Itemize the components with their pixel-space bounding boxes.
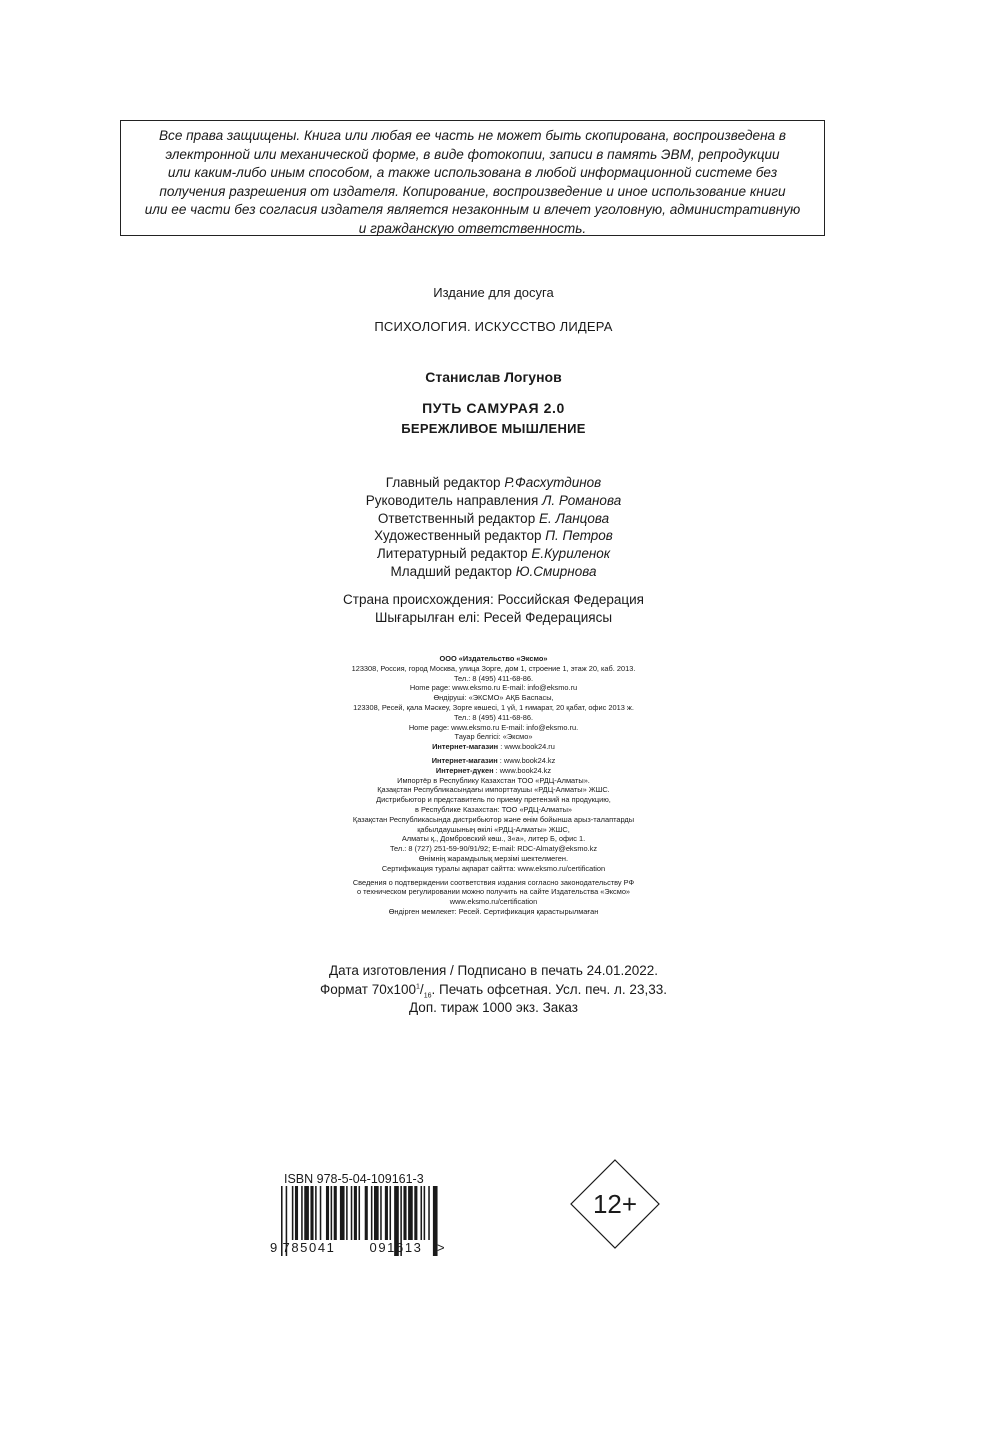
barcode-bar: [380, 1186, 382, 1240]
distributor-ru: Дистрибьютор и представитель по приему претензий на продукцию,: [376, 795, 611, 805]
online-shop-kz: [0, 756, 987, 766]
credit-role: Руководитель направления: [365, 492, 539, 508]
barcode-bar: [331, 1186, 333, 1240]
publisher-web-kz: Home page: www.eksmo.ru E-mail: info@eksmo.ru.: [408, 722, 579, 732]
barcode-marker: >: [437, 1240, 445, 1255]
credit-role: Младший редактор: [390, 563, 512, 579]
print-date: Дата изготовления / Подписано в печать 24.01.2022.: [329, 963, 658, 978]
barcode-bar: [385, 1186, 388, 1240]
origin-ru: Страна происхождения: Российская Федерация: [343, 592, 644, 607]
publisher-web-ru: Home page: www.eksmo.ru E-mail: info@eksmo.ru: [409, 683, 578, 693]
book-subtitle: БЕРЕЖЛИВОЕ МЫШЛЕНИЕ: [401, 421, 586, 436]
series-name: ПСИХОЛОГИЯ. ИСКУССТВО ЛИДЕРА: [374, 319, 613, 334]
credit-role: Художественный редактор: [374, 528, 542, 544]
certification-kz: Сертификация туралы ақпарат сайтта: www.eksmo.ru/certification: [381, 863, 606, 873]
barcode-bar: [354, 1186, 357, 1240]
barcode: [269, 1186, 449, 1258]
credit-person: Е.Куриленок: [531, 546, 611, 562]
credit-line: [0, 545, 987, 563]
conformity-line: Сведения о подтверждении соответствия издания согласно законодательству РФ: [352, 877, 635, 887]
publisher-phone-ru: Тел.: 8 (495) 411-68-86.: [453, 673, 534, 683]
conformity-line: www.eksmo.ru/certification: [449, 897, 538, 907]
credit-person: Л. Романова: [542, 492, 622, 508]
format-slash: /: [419, 981, 424, 997]
copyright-line: Все права защищены. Книга или любая ее часть не может быть скопирована, воспроизведена в: [158, 128, 786, 143]
format-suffix: . Печать офсетная. Усл. печ. л. 23,33.: [431, 981, 667, 997]
copyright-line: и гражданскую ответственность.: [358, 220, 587, 236]
importer-kz: Қазақстан Республикасындағы импорттаушы «РДЦ-Алматы» ЖШС.: [377, 785, 610, 795]
credit-line: [0, 510, 987, 528]
publisher-name: [0, 654, 987, 664]
credit-line: [0, 474, 987, 492]
importer-ru: Импортёр в Республику Казахстан ТОО «РДЦ-Алматы».: [397, 775, 590, 785]
barcode-bar: [295, 1186, 298, 1240]
barcode-bar: [421, 1186, 423, 1240]
barcode-bar: [414, 1186, 417, 1240]
conformity-line: о техническом регулировании можно получить на сайте Издательства «Эксмо»: [356, 887, 631, 897]
shelf-life-kz: Өнімнің жарамдылық мерзімі шектелмеген.: [418, 853, 569, 863]
format-numerator: 1: [416, 983, 420, 990]
online-shop-kz-kaz: [0, 766, 987, 776]
online-shop-label: Интернет-магазин: [431, 755, 498, 765]
series-type: Издание для досуга: [433, 285, 554, 300]
credit-role: Литературный редактор: [376, 546, 528, 562]
barcode-bar: [292, 1186, 294, 1240]
distributor-ru: в Республике Казахстан: ТОО «РДЦ-Алматы»: [414, 804, 573, 814]
online-shop-url: : www.book24.ru: [498, 742, 555, 752]
distributor-kz: Қазақстан Республикасында дистрибьютор және өнім бойынша арыз-талаптарды: [352, 814, 635, 824]
barcode-bar: [320, 1186, 322, 1240]
barcode-bar: [371, 1186, 373, 1240]
barcode-digits-right: 091613: [369, 1240, 423, 1255]
online-shop-label: Интернет-дүкен: [435, 765, 494, 775]
publisher-address-ru: 123308, Россия, город Москва, улица Зорге, дом 1, строение 1, этаж 20, каб. 2013.: [351, 663, 636, 673]
copyright-line: получения разрешения от издателя. Копирование, воспроизведение и иное использование книги: [159, 183, 786, 199]
phone-almaty: Тел.: 8 (727) 251-59-90/91/92; E-mail: RDC-Almaty@eksmo.kz: [389, 844, 598, 854]
barcode-bar: [340, 1186, 345, 1240]
barcode-bar: [315, 1186, 317, 1240]
publisher-info: [0, 654, 987, 917]
online-shop-url: : www.book24.kz: [493, 765, 552, 775]
barcode-bar: [359, 1186, 361, 1240]
barcode-bar: [428, 1186, 430, 1240]
print-format: [0, 981, 987, 1000]
country-of-origin: [0, 591, 987, 627]
age-rating-label: 12+: [592, 1189, 638, 1219]
copyright-line: или ее части без согласия издателя является незаконным и влечет уголовную, административную: [144, 202, 801, 218]
barcode-bar: [346, 1186, 348, 1240]
barcode-bar: [424, 1186, 426, 1240]
barcode-bar: [334, 1186, 337, 1240]
online-shop-label: Интернет-магазин: [432, 742, 499, 752]
barcode-bar: [408, 1186, 413, 1240]
credit-person: Ю.Смирнова: [515, 563, 597, 579]
publisher-address-kz: 123308, Ресей, қала Мәскеу, Зорге көшесі, 1 үй, 1 ғимарат, 20 қабат, офис 2013 ж.: [353, 702, 634, 712]
barcode-bar: [403, 1186, 406, 1240]
barcode-bar: [390, 1186, 392, 1240]
barcode-bar: [365, 1186, 368, 1240]
format-denominator: 16: [423, 992, 432, 1000]
isbn-label: ISBN 978-5-04-109161-3: [284, 1172, 424, 1186]
copyright-notice: [120, 120, 825, 236]
copyright-line: или каким-либо иным способом, а также использована в любой информационной системе без: [167, 165, 778, 181]
barcode-bar: [310, 1186, 313, 1240]
credit-line: [0, 563, 987, 581]
copyright-line: электронной или механической форме, в виде фотокопии, записи в память ЭВМ, репродукции: [165, 146, 780, 162]
credit-role: Главный редактор: [385, 475, 501, 490]
origin-kz: Шығарылған елі: Ресей Федерациясы: [374, 609, 613, 625]
barcode-bar: [351, 1186, 353, 1240]
print-info: [0, 962, 987, 1018]
credit-role: Ответственный редактор: [377, 510, 536, 526]
online-shop-url: : www.book24.kz: [497, 755, 556, 765]
author-name: Станислав Логунов: [425, 369, 562, 385]
barcode-bar: [304, 1186, 309, 1240]
address-almaty: Алматы қ., Домбровский көш., 3«а», литер Б, офис 1.: [401, 834, 586, 844]
print-run: Доп. тираж 1000 экз. Заказ: [409, 1000, 578, 1015]
barcode-bar: [326, 1186, 329, 1240]
credit-person: П. Петров: [545, 528, 613, 544]
barcode-bar: [374, 1186, 379, 1240]
credit-person: Е. Ланцова: [538, 510, 610, 526]
age-rating-badge: [570, 1159, 660, 1249]
credit-person: Р.Фасхутдинов: [504, 475, 602, 490]
barcode-digits-left: 785041: [282, 1240, 336, 1255]
format-prefix: Формат 70x100: [320, 981, 417, 997]
online-shop-ru: [0, 742, 987, 752]
publisher-name-text: ООО «Издательство «Эксмо»: [439, 654, 548, 663]
publisher-maker-kz: Өндіруші: «ЭКСМО» АҚБ Баспасы,: [433, 693, 554, 703]
credit-line: [0, 492, 987, 510]
barcode-bar: [301, 1186, 303, 1240]
publisher-phone-kz: Тел.: 8 (495) 411-68-86.: [453, 712, 534, 722]
publisher-trademark-kz: Тауар белгісі: «Эксмо»: [454, 732, 533, 742]
barcode-digit-first: 9: [270, 1240, 278, 1255]
credits-list: [0, 474, 987, 581]
credit-line: [0, 527, 987, 545]
distributor-kz: қабылдаушының өкілі «РДЦ-Алматы» ЖШС,: [417, 824, 570, 834]
conformity-kz: Өндірген мемлекет: Ресей. Сертификация қарастырылмаған: [388, 906, 599, 916]
book-title: ПУТЬ САМУРАЯ 2.0: [422, 400, 565, 416]
